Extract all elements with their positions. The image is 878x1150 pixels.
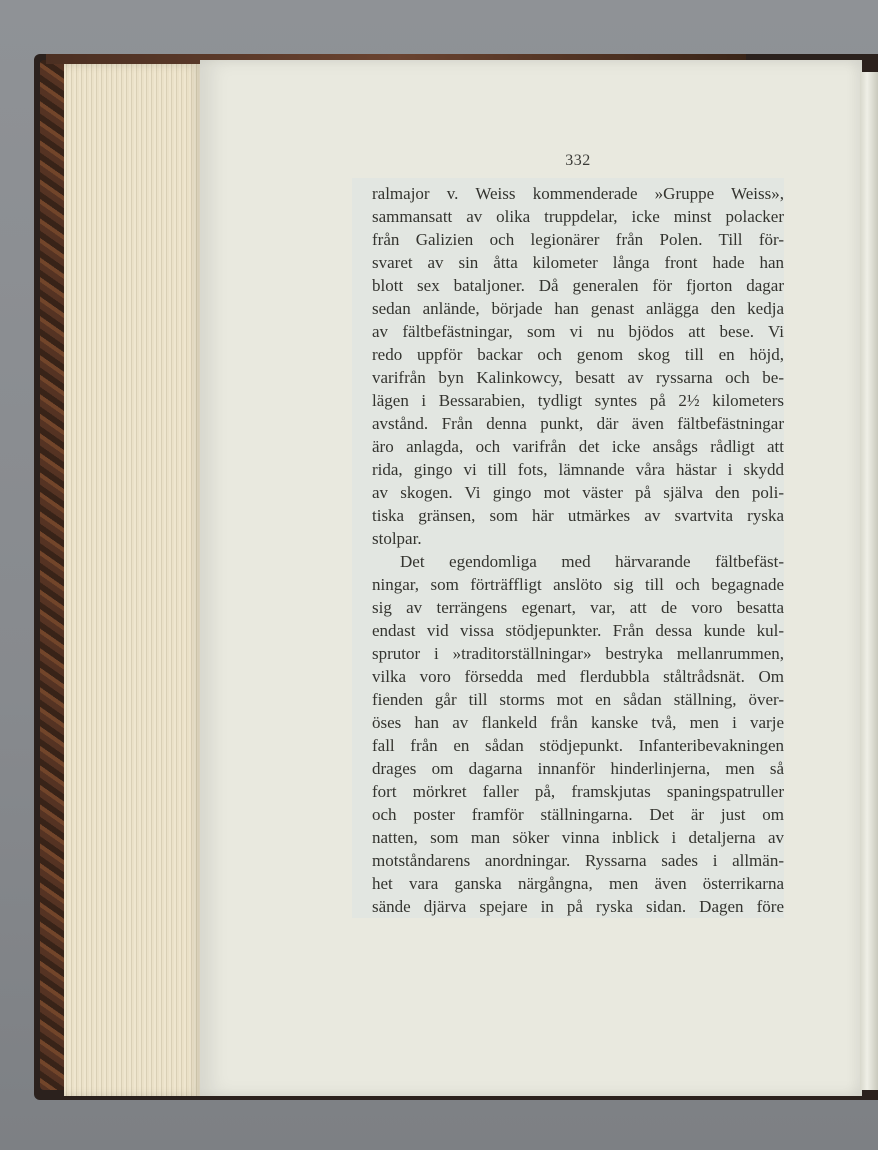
text-line: Det egendomliga med härvarande fältbefäst-	[400, 552, 784, 571]
text-line: endast vid vissa stödjepunkter. Från dessa kunde kul-	[372, 621, 784, 640]
text-line: fienden går till storms mot en sådan ställning, över-	[372, 690, 784, 709]
text-line: öses han av flankeld från kanske två, men i varje	[372, 713, 784, 732]
text-line: sprutor i »traditorställningar» bestryka mellanrummen,	[372, 644, 784, 663]
page-number: 332	[565, 152, 591, 169]
text-line: vilka voro försedda med flerdubbla ståltrådsnät. Om	[372, 667, 784, 686]
text-line: svaret av sin åtta kilometer långa front hade han	[372, 253, 784, 272]
text-line: lägen i Bessarabien, tydligt syntes på 2½ kilometers	[372, 391, 784, 410]
text-line: ningar, som förträffligt anslöto sig till och begagnade	[372, 575, 784, 594]
text-line: redo uppför backar och genom skog till en höjd,	[372, 345, 784, 364]
text-line: av fältbefästningar, som vi nu bjödos att bese. Vi	[372, 322, 784, 341]
text-line: stolpar.	[372, 529, 422, 548]
text-line: varifrån byn Kalinkowcy, besatt av ryssarna och be-	[372, 368, 784, 387]
text-line: äro anlagda, och varifrån det icke ansågs rådligt att	[372, 437, 784, 456]
text-line: fall från en sådan stödjepunkt. Infanteribevakningen	[372, 736, 784, 755]
text-line: och poster framför ställningarna. Det är just om	[372, 805, 784, 824]
text-line: rida, gingo vi till fots, lämnande våra hästar i skydd	[372, 460, 784, 479]
text-line: motståndarens anordningar. Ryssarna sades i allmän-	[372, 851, 784, 870]
text-line: från Galizien och legionärer från Polen. Till för-	[372, 230, 784, 249]
text-line: natten, som man söker vinna inblick i detaljerna av	[372, 828, 784, 847]
text-line: fort mörkret faller på, framskjutas spaningspatruller	[372, 782, 784, 801]
text-line: av skogen. Vi gingo mot väster på själva den poli-	[372, 483, 784, 502]
text-line: sig av terrängens egenart, var, att de voro besatta	[372, 598, 784, 617]
text-line: blott sex bataljoner. Då generalen för fjorton dagar	[372, 276, 784, 295]
text-line: sände djärva spejare in på ryska sidan. Dagen före	[372, 897, 784, 916]
text-line: het vara ganska närgångna, men även österrikarna	[372, 874, 784, 893]
text-line: sedan anlände, började han genast anlägga den kedja	[372, 299, 784, 318]
text-line: avstånd. Från denna punkt, där även fältbefästningar	[372, 414, 784, 433]
page-stack-edge	[64, 64, 202, 1096]
text-block	[352, 178, 784, 918]
text-line: drages om dagarna innanför hinderlinjerna, men så	[372, 759, 784, 778]
text-line: ralmajor v. Weiss kommenderade »Gruppe Weiss»,	[372, 184, 784, 203]
facing-page-edge	[860, 72, 878, 1090]
text-line: sammansatt av olika truppdelar, icke minst polacker	[372, 207, 784, 226]
text-line: tiska gränsen, som här utmärkes av svartvita ryska	[372, 506, 784, 525]
